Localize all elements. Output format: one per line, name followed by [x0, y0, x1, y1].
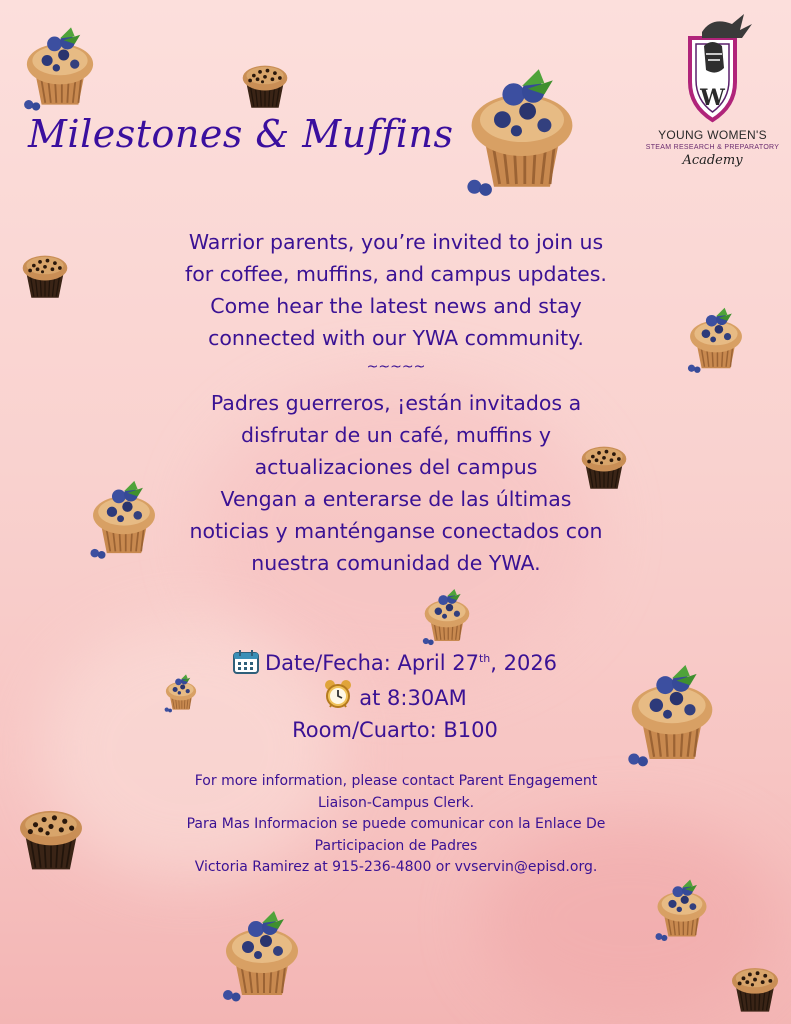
event-date — [180, 643, 610, 679]
spanish-line: noticias y manténganse conectados con — [189, 519, 603, 543]
page-title: Milestones & Muffins — [28, 112, 454, 156]
time-text: at 8:30AM — [359, 686, 467, 710]
contact-line: Participacion de Padres — [314, 837, 478, 854]
separator: ~~~~~ — [366, 359, 426, 375]
event-details — [180, 643, 610, 746]
logo-emblem-letter: W — [700, 85, 725, 111]
warrior-crest-icon — [640, 10, 785, 128]
contact-line: Victoria Ramirez at 915-236-4800 or vvservin@episd.org. — [194, 859, 598, 875]
blueberry-muffin-icon — [680, 302, 752, 374]
spanish-line: Vengan a enterarse de las últimas — [220, 487, 572, 511]
date-text: Date/Fecha: April 27 — [264, 651, 479, 675]
spanish-line: nuestra comunidad de YWA. — [251, 551, 541, 575]
chocolate-chip-muffin-icon — [722, 954, 788, 1018]
date-superscript: th — [478, 652, 491, 665]
logo-name: YOUNG WOMEN'S — [658, 128, 767, 142]
spanish-line: Padres guerreros, ¡están invitados a — [210, 391, 582, 415]
contact-line: Para Mas Informacion se puede comunicar con la Enlace De — [186, 816, 606, 832]
event-time — [180, 679, 610, 714]
spanish-line: actualizaciones del campus — [254, 455, 538, 479]
contact-line: Liaison-Campus Clerk. — [317, 794, 475, 811]
school-logo — [640, 10, 785, 180]
blueberry-muffin-icon — [416, 582, 478, 648]
event-room: Room/Cuarto: B100 — [292, 718, 498, 742]
logo-script: Academy — [682, 153, 743, 168]
date-year: , 2026 — [490, 651, 558, 675]
english-line: Warrior parents, you’re invited to join us — [188, 230, 604, 254]
alarm-clock-icon — [323, 679, 353, 709]
chocolate-chip-muffin-icon — [234, 52, 296, 114]
english-line: for coffee, muffins, and campus updates. — [185, 262, 607, 286]
english-line: connected with our YWA community. — [208, 326, 584, 350]
english-invitation — [150, 226, 642, 380]
logo-subtitle: STEAM RESEARCH & PREPARATORY — [645, 144, 780, 151]
contact-line: For more information, please contact Parent Engagement — [194, 773, 598, 789]
spanish-invitation — [150, 387, 642, 579]
calendar-icon — [233, 650, 259, 674]
contact-info — [150, 771, 642, 879]
english-line: Come hear the latest news and stay — [210, 294, 582, 318]
blueberry-muffin-icon — [212, 896, 312, 1010]
blueberry-muffin-icon — [616, 650, 728, 774]
chocolate-chip-muffin-icon — [8, 790, 94, 880]
blueberry-muffin-icon — [452, 46, 592, 210]
blueberry-muffin-icon — [648, 872, 716, 944]
blueberry-muffin-icon — [14, 20, 106, 112]
chocolate-chip-muffin-icon — [14, 242, 76, 304]
spanish-line: disfrutar de un café, muffins y — [240, 423, 551, 447]
